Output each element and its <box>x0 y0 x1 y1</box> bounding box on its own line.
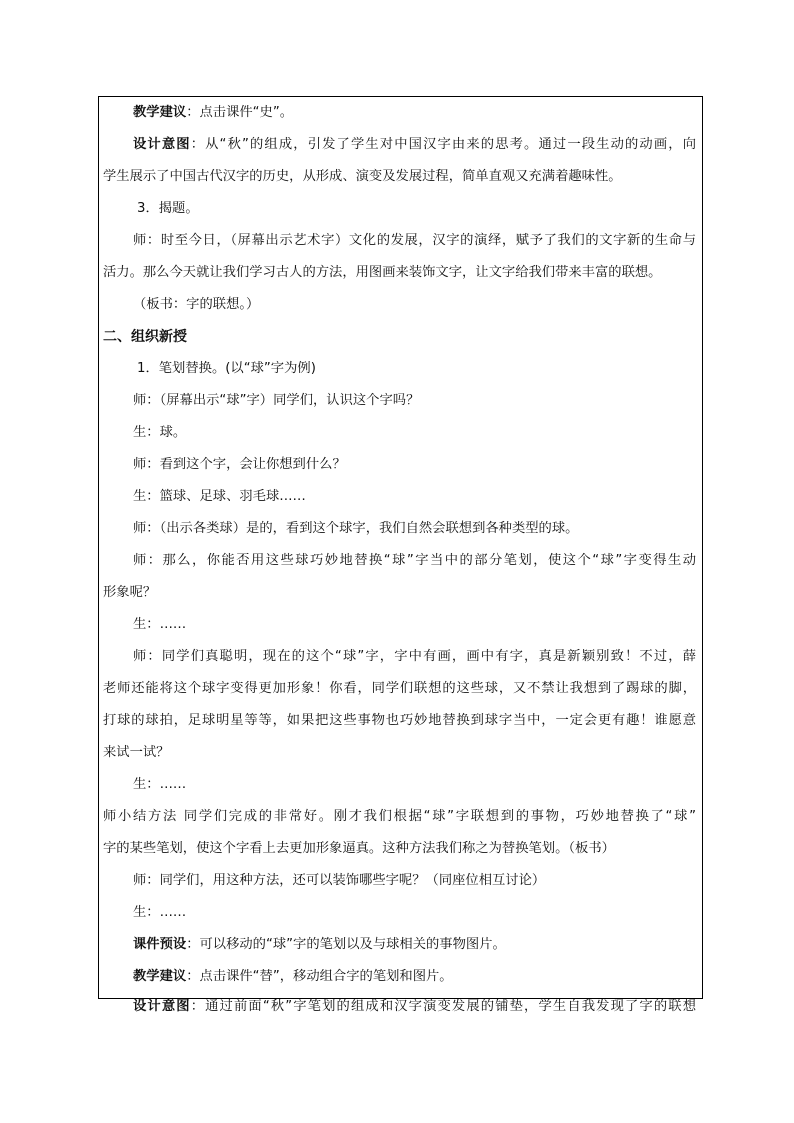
paragraph-line: 师：同学们，用这种方法，还可以装饰哪些字呢？（同座位相互讨论） <box>133 873 546 888</box>
paragraph-line: 字的某些笔划，使这个字看上去更加形象逼真。这种方法我们称之为替换笔划。（板书） <box>103 841 615 856</box>
paragraph-line: 老师还能将这个球字变得更加形象！你看，同学们联想的这些球，又不禁让我想到了踢球的脚， <box>103 681 696 696</box>
paragraph-line: 师小结方法 同学们完成的非常好。刚才我们根据“球”字联想到的事物，巧妙地替换了“球” <box>103 809 696 824</box>
paragraph-line: 生：…… <box>133 777 187 792</box>
paragraph-line: 师：时至今日，（屏幕出示艺术字）文化的发展，汉字的演绎，赋予了我们的文字新的生命与 <box>133 233 696 248</box>
paragraph-line: 活力。那么今天就让我们学习古人的方法，用图画来装饰文字，让文字给我们带来丰富的联想。 <box>103 265 662 280</box>
section-heading: 二、组织新授 <box>103 329 187 345</box>
content-table-cell <box>98 96 703 1014</box>
paragraph-line: 生：篮球、足球、羽毛球…… <box>133 489 306 504</box>
paragraph-line: 师：（出示各类球）是的，看到这个球字，我们自然会联想到各种类型的球。 <box>133 521 579 536</box>
paragraph-line: 师：看到这个字，会让你想到什么？ <box>133 457 346 472</box>
paragraph-line: 教学建议：点击课件“史”。 <box>133 105 294 120</box>
paragraph-line: 3．揭题。 <box>137 201 199 216</box>
paragraph-line: 师：同学们真聪明，现在的这个“球”字，字中有画，画中有字，真是新颖别致！不过，薛 <box>133 649 696 664</box>
paragraph-line: 生：…… <box>133 905 187 920</box>
paragraph-line: 形象呢？ <box>103 585 157 600</box>
label: 教学建议 <box>133 105 187 120</box>
paragraph-line: 打球的球拍，足球明星等等，如果把这些事物也巧妙地替换到球字当中，一定会更有趣！谁愿意 <box>103 713 696 728</box>
paragraph-line: 课件预设：可以移动的“球”字的笔划以及与球相关的事物图片。 <box>133 937 506 952</box>
label: 教学建议 <box>133 969 187 984</box>
label: 设计意图 <box>133 999 191 1014</box>
paragraph-line: 来试一试？ <box>103 745 170 760</box>
paragraph-line: 师：那么，你能否用这些球巧妙地替换“球”字当中的部分笔划，使这个“球”字变得生动 <box>133 553 696 568</box>
paragraph-line: 生：…… <box>133 617 187 632</box>
label: 设计意图 <box>133 137 191 152</box>
paragraph-line: 教学建议：点击课件“替”，移动组合字的笔划和图片。 <box>133 969 453 984</box>
paragraph-line: 设计意图：从“秋”的组成，引发了学生对中国汉字由来的思考。通过一段生动的动画，向 <box>133 137 697 152</box>
paragraph-line: 1．笔划替换。(以“球”字为例) <box>137 361 316 376</box>
paragraph-line: 师：（屏幕出示“球”字）同学们，认识这个字吗？ <box>133 393 420 408</box>
paragraph-line: 学生展示了中国古代汉字的历史，从形成、演变及发展过程，简单直观又充满着趣味性。 <box>103 169 622 184</box>
paragraph-line: 生：球。 <box>133 425 187 440</box>
paragraph-line: 设计意图：通过前面“秋”字笔划的组成和汉字演变发展的铺垫，学生自我发现了字的联想 <box>133 999 697 1014</box>
label: 课件预设 <box>133 937 187 952</box>
paragraph-line: （板书：字的联想。） <box>133 297 260 312</box>
